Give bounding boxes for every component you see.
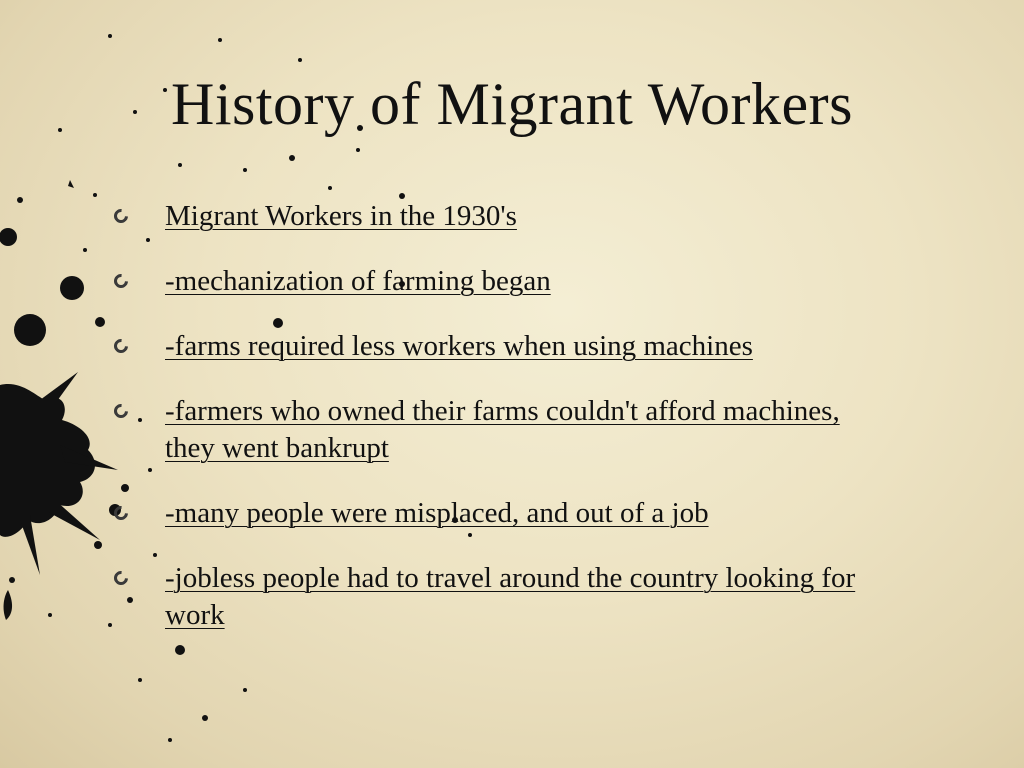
bullet-item: [114, 198, 874, 235]
bullet-link[interactable]: -mechanization of farming began: [165, 265, 551, 297]
ring-bullet-icon: [111, 206, 131, 226]
ring-bullet-icon: [111, 271, 131, 291]
bullet-item: [114, 560, 874, 634]
bullet-item: [114, 328, 874, 365]
ring-bullet-icon: [111, 503, 131, 523]
slide-title: History of Migrant Workers: [171, 71, 853, 137]
bullet-link[interactable]: -many people were misplaced, and out of a job: [165, 497, 709, 529]
bullet-link[interactable]: -farmers who owned their farms couldn't afford machines, they went bankrupt: [165, 395, 840, 464]
bullet-link[interactable]: Migrant Workers in the 1930's: [165, 200, 517, 232]
bullet-item: [114, 263, 874, 300]
bullet-item: [114, 495, 874, 532]
bullet-link[interactable]: -jobless people had to travel around the country looking for work: [165, 562, 856, 631]
bullet-list: [114, 198, 874, 662]
bullet-item: [114, 393, 874, 467]
ring-bullet-icon: [111, 336, 131, 356]
ring-bullet-icon: [111, 401, 131, 421]
bullet-link[interactable]: -farms required less workers when using machines: [165, 330, 753, 362]
ring-bullet-icon: [111, 568, 131, 588]
